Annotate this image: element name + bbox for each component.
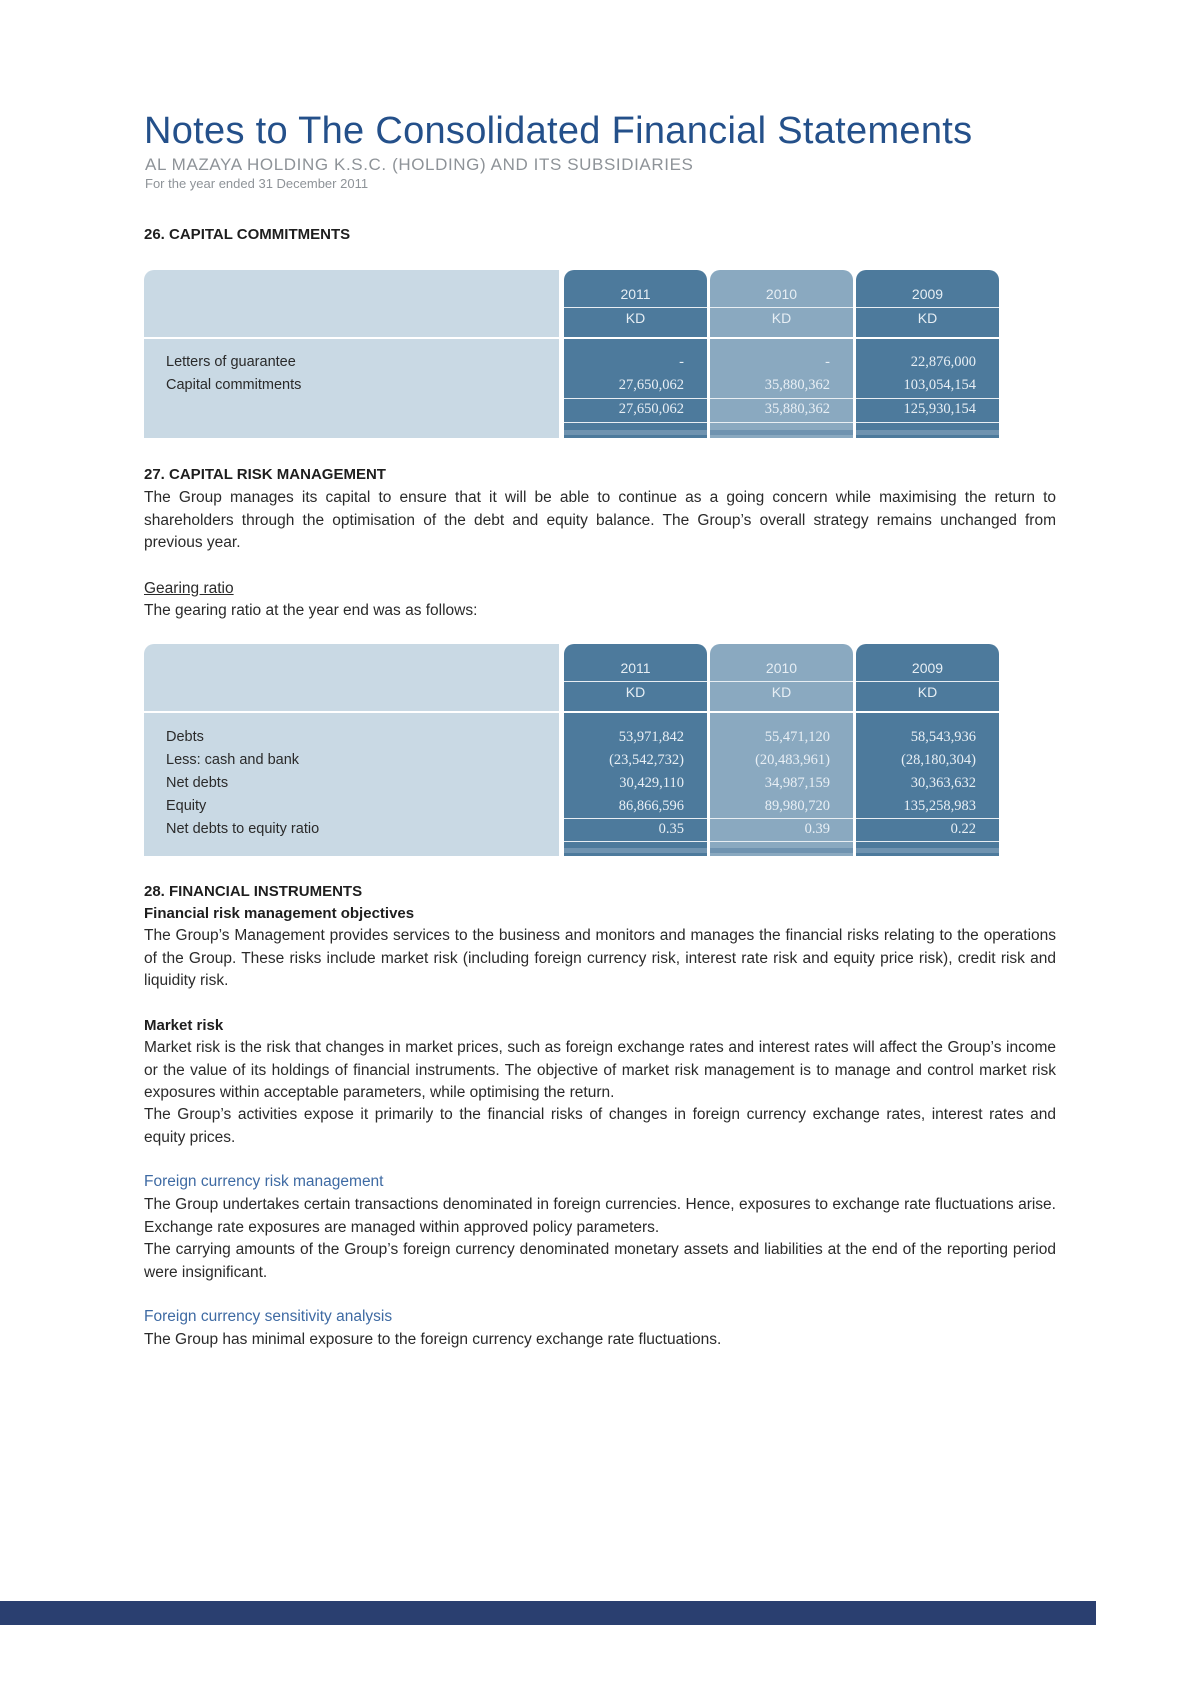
total-rule (856, 398, 999, 399)
total-cell: 125,930,154 (903, 401, 976, 417)
table-cell: 34,987,159 (764, 775, 830, 791)
fx-risk-heading: Foreign currency risk management (144, 1173, 384, 1190)
objectives-heading: Financial risk management objectives (144, 905, 415, 922)
fx-risk-paragraph-2: The carrying amounts of the Group’s foreign currency denominated monetary assets and liabilities at the end of the reporting period were insignificant. (144, 1241, 1056, 1281)
table-cell: 30,363,632 (910, 775, 976, 791)
market-risk-paragraph-1: Market risk is the risk that changes in market prices, such as foreign exchange rates and interest rates will affect the Group’s income or the value of its holdings of financial instruments. The objective of market risk management is to manage and control market risk exposures within acceptable parameters, while optimising the return. (144, 1039, 1056, 1101)
total-rule (564, 422, 707, 423)
table-cell: 35,880,362 (764, 377, 830, 393)
column-year: 2009 (911, 660, 944, 676)
table-cell: - (679, 354, 684, 370)
total-rule (856, 841, 999, 842)
page-title: Notes to The Consolidated Financial Statements (144, 110, 973, 152)
table-footer-strip (710, 848, 853, 853)
column-unit: KD (917, 684, 938, 700)
column-unit: KD (917, 310, 938, 326)
table-cell: 86,866,596 (618, 798, 684, 814)
table-footer-strip (564, 430, 707, 435)
table-cell: 89,980,720 (764, 798, 830, 814)
row-label: Net debts to equity ratio (166, 821, 320, 837)
table-cell: 30,429,110 (619, 775, 684, 791)
row-label: Net debts (166, 775, 229, 791)
company-name: AL MAZAYA HOLDING K.S.C. (HOLDING) AND ITS SUBSIDIARIES (145, 155, 694, 174)
total-rule (564, 841, 707, 842)
note-27-heading: 27. CAPITAL RISK MANAGEMENT (144, 466, 386, 483)
table-cell: 0.22 (950, 821, 976, 837)
table-cell: 58,543,936 (910, 729, 976, 745)
year-unit-divider (710, 681, 853, 682)
column-year: 2010 (765, 660, 798, 676)
row-label: Debts (166, 729, 204, 745)
year-unit-divider (564, 307, 707, 308)
table-footer-strip (856, 848, 999, 853)
total-rule (856, 422, 999, 423)
header-separator (144, 711, 999, 713)
column-unit: KD (771, 310, 792, 326)
table-cell: 22,876,000 (910, 354, 976, 370)
table-cell: (28,180,304) (901, 752, 976, 768)
total-cell: 27,650,062 (618, 401, 684, 417)
note-28-heading: 28. FINANCIAL INSTRUMENTS (144, 883, 363, 900)
row-label: Letters of guarantee (166, 354, 296, 370)
table-cell: 53,971,842 (618, 729, 684, 745)
table-cell: 0.35 (658, 821, 684, 837)
gearing-ratio-intro: The gearing ratio at the year end was as follows: (144, 602, 478, 619)
market-risk-paragraph-2: The Group’s activities expose it primarily to the financial risks of changes in foreign currency exchange rates, interest rates and equity prices. (144, 1106, 1056, 1146)
column-unit: KD (625, 684, 646, 700)
total-rule (710, 818, 853, 819)
note-26-heading: 26. CAPITAL COMMITMENTS (144, 226, 351, 243)
column-unit: KD (625, 310, 646, 326)
objectives-paragraph: The Group’s Management provides services to the business and monitors and manages the financial risks relating to the operations of the Group. These risks include market risk (including foreign currency risk, interest rate risk and equity price risk), credit risk and liquidity risk. (144, 927, 1056, 989)
column-unit: KD (771, 684, 792, 700)
column-year: 2009 (911, 286, 944, 302)
table-cell: 55,471,120 (764, 729, 830, 745)
total-rule (564, 818, 707, 819)
table-cell: (23,542,732) (609, 752, 684, 768)
total-rule (710, 422, 853, 423)
row-label: Equity (166, 798, 207, 814)
total-rule (564, 398, 707, 399)
footer-bar (0, 1601, 1096, 1625)
total-rule (710, 841, 853, 842)
header-separator (144, 337, 999, 339)
year-unit-divider (856, 307, 999, 308)
fx-risk-paragraph-1: The Group undertakes certain transactions denominated in foreign currencies. Hence, exposures to exchange rate fluctuations arise. Exchange rate exposures are managed within approved policy parameters. (144, 1196, 1056, 1236)
table-cell: (20,483,961) (755, 752, 830, 768)
fx-sensitivity-paragraph: The Group has minimal exposure to the foreign currency exchange rate fluctuations. (144, 1331, 722, 1348)
table-cell: 0.39 (804, 821, 830, 837)
gearing-ratio-heading: Gearing ratio (144, 580, 234, 597)
column-year: 2011 (620, 660, 651, 676)
table-cell: - (825, 354, 830, 370)
year-unit-divider (856, 681, 999, 682)
total-cell: 35,880,362 (764, 401, 830, 417)
total-rule (710, 398, 853, 399)
row-label: Less: cash and bank (166, 752, 300, 768)
table-footer-strip (710, 430, 853, 435)
column-year: 2010 (765, 286, 798, 302)
capital-commitments-table (144, 270, 1004, 438)
table-footer-strip (856, 430, 999, 435)
reporting-period: For the year ended 31 December 2011 (145, 176, 369, 191)
total-rule (856, 818, 999, 819)
table-cell: 103,054,154 (903, 377, 976, 393)
table-footer-strip (564, 848, 707, 853)
table-cell: 27,650,062 (618, 377, 684, 393)
year-unit-divider (710, 307, 853, 308)
year-unit-divider (564, 681, 707, 682)
gearing-ratio-table (144, 644, 1004, 856)
column-year: 2011 (620, 286, 651, 302)
market-risk-heading: Market risk (144, 1017, 224, 1034)
fx-sensitivity-heading: Foreign currency sensitivity analysis (144, 1308, 393, 1325)
row-label: Capital commitments (166, 377, 302, 393)
capital-risk-paragraph: The Group manages its capital to ensure that it will be able to continue as a going concern while maximising the return to shareholders through the optimisation of the debt and equity balance. The Group’s overall strategy remains unchanged from previous year. (144, 489, 1056, 551)
table-cell: 135,258,983 (903, 798, 976, 814)
